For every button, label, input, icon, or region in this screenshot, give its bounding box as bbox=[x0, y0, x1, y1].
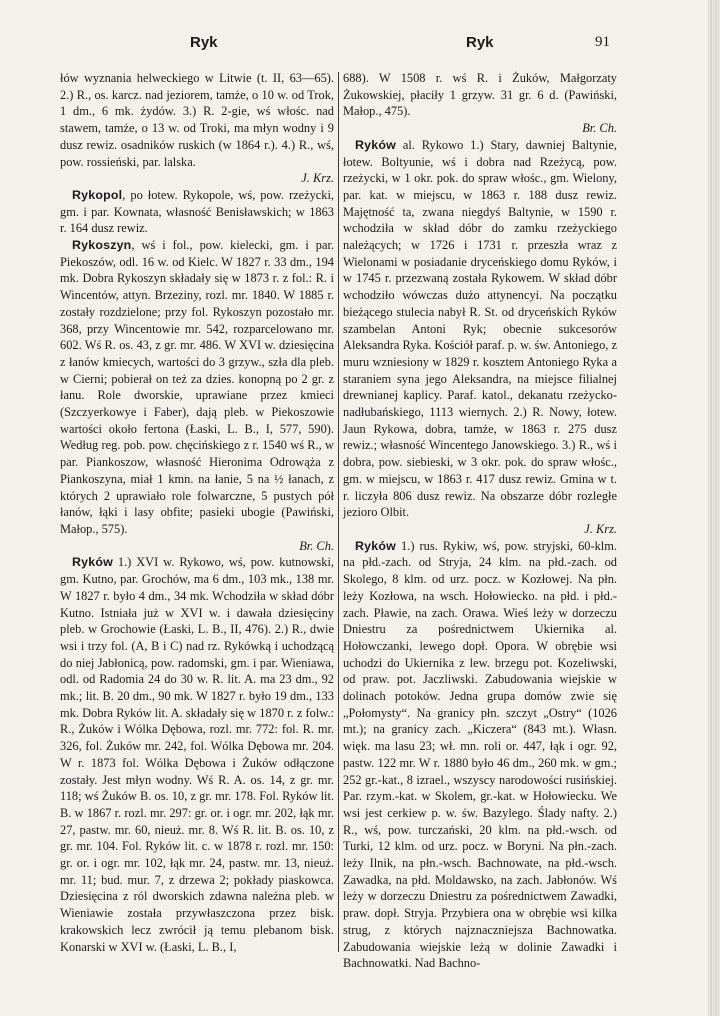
entry-headword: Rykoszyn bbox=[72, 238, 132, 253]
entry-paragraph bbox=[343, 137, 617, 538]
entry-headword: Rykopol bbox=[72, 187, 123, 202]
entry-text: 1.) rus. Rykiw, wś, pow. stryjski, 60-klm. na płd.-zach. od Stryja, 24 klm. na płd.-zach. od Skolego, 8 klm. od urz. pocz. w Kozłowej. Na płn. leży Kozłowa, na wsch. Hołowiecko. na płd. i płd.-zach. Pławie, na zach. Orawa. Wieś leży w dorzeczu Dniestru za pośrednictwem Ukiernika al. Hołowczanki, lewego dopł. Opora. W obrębie wsi uchodzi do Ukiernika z lew. brzegu pot. Kozeliwski, od praw. pot. Jaczliwski. Zabudowania wiejskie w dolinach potoków. Jedna grupa domów zwie się „Połomysty“. Na granicy płn. szczyt „Ostry“ (1026 mt.); na granicy zach. „Kiczera“ (843 mt.). Własn. więk. ma lasu 23; wł. mn. roli or. 447, łąk i ogr. 92, pastw. 122 mr. W r. 1880 było 46 dm., 260 mk. w gm.; 252 gr.-kat., 8 izrael., wszyscy narodowości rusińskiej. Par. rzym.-kat. w Skolem, gr.-kat. w Hołowiecku. We wsi jest cerkiew p. w. św. Bazylego. Ślady nafty. 2.) R., wś, pow. turczański, 20 klm. na płd.-wsch. od Turki, 12 klm. od urz. pocz. w Boryni. Na płn.-zach. leży Ilnik, na płn.-wsch. Bachnowate, na płd.-wsch. Zawadka, na płd. Moldawsko, na zach. Jabłonów. Wś leży w dorzeczu Dniestru za pośrednictwem Zawadki, praw. dopł. Stryja. Przybiera ona w obrębie wsi kilka strug, z których najznaczniejsza Bachnowatka. Zabudowania wiejskie leżą w dolinie Zawadki i Bachnowatki. Nad Bachno- bbox=[343, 538, 617, 971]
author-signature: Br. Ch. bbox=[299, 538, 334, 553]
page-number: 91 bbox=[595, 34, 610, 50]
author-signature: J. Krz. bbox=[584, 521, 617, 536]
page-edge bbox=[708, 0, 720, 1016]
left-column bbox=[60, 70, 334, 955]
entry-text: , po łotew. Rykopole, wś, pow. rzeżycki, gm. i par. Kownata, własność Benisławskich; w 1863 r. 164 dusz rewiz. bbox=[60, 187, 334, 236]
right-column bbox=[343, 70, 617, 972]
entry-paragraph bbox=[343, 538, 617, 972]
entry-headword: Ryków bbox=[72, 555, 113, 570]
column-divider bbox=[338, 72, 339, 952]
entry-text: , wś i fol., pow. kielecki, gm. i par. Piekoszów, odl. 16 w. od Kielc. W 1827 r. 33 dm., 194 mk. Dobra Rykoszyn składały się w 1873 r. z fol.: R. i Wincentów, attyn. Brzeziny, rozl. mr. 1840. W 1885 r. zostały rozdzielone; przy fol. Rykoszyn pozostało mr. 368, przy Wincentowie mr. 542, rozparcelowano mr. 602. Wś R. os. 43, z gr. mr. 486. W XVI w. dziesięcina z łanów kmiecych, wartości do 3 grzyw., szła dla pleb. w Ciernі; pobierał on też za dzies. konopną po 2 gr. z łanu. Role dworskie, uprawiane przez kmieci (Szczyerkowye i Faber), dają pleb. w Piekoszowie wartości około fertona (Łaski, L. B., I, 577, 590). Według reg. pob. pow. chęcińskiego z r. 1540 wś R., w par. Piankoszow, własność Hieronima Odrowąża z Piankoszyna, miał 1 kmn. na łanie, 5 na ½ łanach, z których 2 uprawiało role folwarczne, 5 pustych pół łanów, łąki i lasy obfite; pasieki ubogie (Pawiński, Małop., 575). bbox=[60, 238, 334, 536]
author-signature: J. Krz. bbox=[301, 171, 334, 186]
running-head-left: Ryk bbox=[190, 34, 218, 51]
entry-text: 688). W 1508 r. wś R. i Żuków, Małgorzaty Żukowskiej, płaciły 1 grzyw. 31 gr. 6 d. (Pawiński, Małop., 475). bbox=[343, 71, 617, 119]
entry-paragraph bbox=[60, 237, 334, 554]
entry-paragraph bbox=[60, 187, 334, 237]
entry-headword: Ryków bbox=[355, 137, 396, 152]
entry-headword: Ryków bbox=[355, 538, 396, 553]
entry-paragraph bbox=[60, 554, 334, 955]
entry-paragraph bbox=[60, 70, 334, 187]
entry-text: 1.) XVI w. Rykowo, wś, pow. kutnowski, gm. Kutno, par. Grochów, ma 6 dm., 103 mk., 138 mr. W 1827 r. było 4 dm., 34 mk. Wchodziła w skład dóbr Kutno. Istniała już w XVI w. i dawała dziesięciny pleb. w Grochowie (Łaski, L. B., II, 476). 2.) R., dwie wsi i trzy fol. (A, B i C) nad rz. Rykówką i uchodzącą do niej Jabłonicą, pow. radomski, gm. i par. Wieniawa, odl. od Radomia 24 do 30 w. R. lit. A. ma 23 dm., 92 mk.; lit. B. 20 dm., 90 mk. W 1827 r. było 19 dm., 133 mk. Dobra Ryków lit. A. składały się w 1870 r. z folw.: R., Żuków i Wólka Dębowa, rozl. mr. 772: fol. R. mr. 326, fol. Żuków mr. 242, fol. Wólka Dębowa mr. 204. W r. 1873 fol. Wólka Dębowa i Żuków odłączone zostały. Jest młyn wodny. Wś R. A. os. 14, z gr. mr. 118; wś Żuków B. os. 10, z gr. mr. 178. Fol. Ryków lit. B. w 1867 r. rozl. mr. 297: gr. or. i ogr. mr. 202, łąk mr. 27, pastw. mr. 60, nieuż. mr. 8. Wś R. lit. B. os. 10, z gr. mr. 104. Fol. Ryków lit. c. w 1878 r. rozl. mr. 150: gr. or. i ogr. mr. 102, łąk mr. 24, pastw. mr. 13, nieuż. mr. 11; bud. mur. 7, z drzewa 2; pokłady piaskowca. Dziesięcina z ról dworskich zdawna należna pleb. w Wieniawie została przywłaszczona przez bisk. krakowskich lecz zwrócił ją temu plebanom bisk. Konarski w XVI w. (Łaski, L. B., I, bbox=[60, 555, 334, 954]
page-header bbox=[60, 34, 700, 58]
entry-text: al. Rykowo 1.) Stary, dawniej Baltynie, łotew. Boltyunie, wś i dobra nad Rzeżycą, pow. rzeżycki, w 1 okr. pok. do spraw włośc., gm. Wielony, par. kat. w miejscu, w 1863 r. 188 dusz rewiz. Majętność ta, zwana niegdyś Baltynie, w 1590 r. wchodziła w skład dóbr do zamku rzeżyckiego należących; w 1726 i 1731 r. przeszła wraz z Wielonami w posiadanie dryceńskiego domu Ryków, i w 1745 r. przezwaną została Rykowem. W skład dóbr wchodziło wówczas dużo attynencyi. Na początku bieżącego stulecia nabył R. St. od dryceńskich Ryków szambelan Antoni Ryk; obecnie sukcesorów Aleksandra Ryka. Kościół paraf. p. w. św. Antoniego, z muru wzniesiony w 1829 r. kosztem Antoniego Ryka a staraniem syna jego Aleksandra, na miejsce filialnej drewnianej kaplicy. Paraf. katol., dekanatu rzeżycko-nadłubańskiego, 1113 wiernych. 2.) R. Nowy, łotew. Jaun Rykowa, dobra, tamże, w 1863 r. 275 dusz rewiz.; własność Wincentego Janowskiego. 3.) R., wś i dobra, pow. siebieski, w 3 okr. pok. do spraw włośc., gm. w miejscu, w 1863 r. 417 dusz rewiz. Gmina w t. r. liczyła 806 dusz rewiz. Na obszarze dóbr rozległe jezioro Olbit. bbox=[343, 137, 617, 520]
running-head-right: Ryk bbox=[466, 34, 494, 51]
entry-paragraph bbox=[343, 70, 617, 137]
author-signature: Br. Ch. bbox=[582, 121, 617, 136]
entry-text: łów wyznania helweckiego w Litwie (t. II, 63—65). 2.) R., os. karcz. nad jeziorem, tamże, o 10 w. od Trok, 1 dm., 6 mk. żydów. 3.) R. 2-gie, wś włośc. nad stawem, tamże, o 13 w. od Troki, ma młyn wodny i 9 dusz rewiz. osadników ruskich (w 1864 r.). 4.) R., wś, pow. rossieński, par. lalska. bbox=[60, 71, 334, 169]
